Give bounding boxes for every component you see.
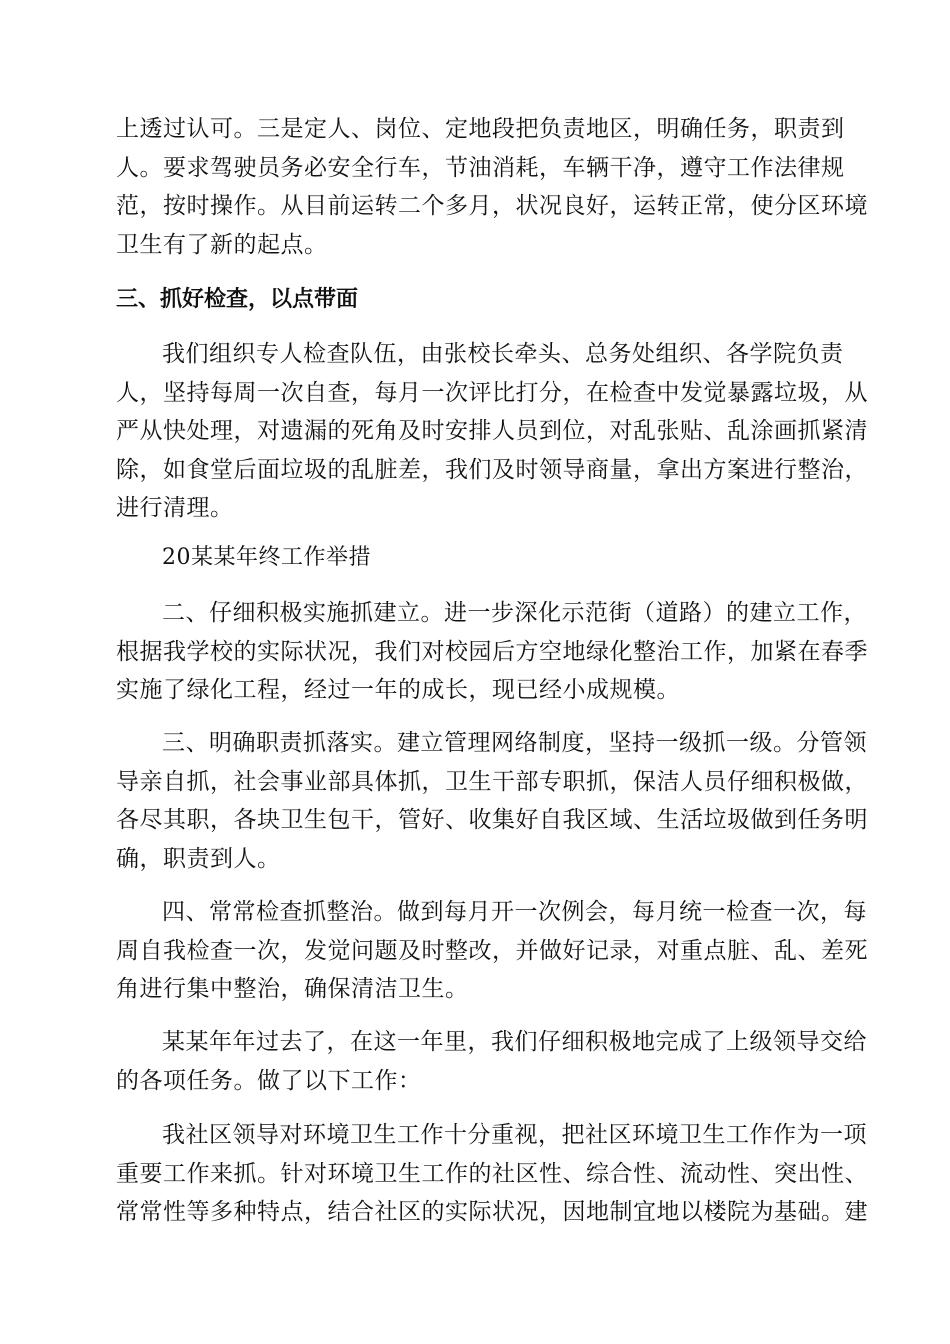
text-line: 导亲自抓，社会事业部具体抓，卫生干部专职抓，保洁人员仔细积极做，: [116, 768, 868, 795]
paragraph-4: [116, 724, 868, 878]
text-line: 我社区领导对环境卫生工作十分重视，把社区环境卫生工作作为一项: [162, 1122, 867, 1148]
text-line: 上透过认可。三是定人、岗位、定地段把负责地区，明确任务，职责到: [116, 116, 845, 142]
paragraph-5: [116, 893, 868, 1009]
text-line: 三、明确职责抓落实。建立管理网络制度，坚持一级抓一级。分管领: [162, 730, 867, 756]
text-line: 某某年年过去了，在这一年里，我们仔细积极地完成了上级领导交给: [162, 1029, 867, 1055]
text-line: 周自我检查一次，发觉问题及时整改，并做好记录，对重点脏、乱、差死: [116, 937, 868, 964]
text-line: 的各项任务。做了以下工作：: [116, 1067, 422, 1094]
text-line: 人，坚持每周一次自查，每月一次评比打分，在检查中发觉暴露垃圾，从: [116, 379, 868, 406]
text-line: 范，按时操作。从目前运转二个多月，状况良好，运转正常，使分区环境: [116, 193, 868, 219]
text-line: 四、常常检查抓整治。做到每月开一次例会，每月统一检查一次，每: [162, 899, 867, 925]
text-line: 实施了绿化工程，经过一年的成长，现已经小成规模。: [116, 677, 680, 703]
text-line: 角进行集中整治，确保清洁卫生。: [116, 976, 469, 1002]
paragraph-2: [116, 335, 868, 528]
text-line: 除，如食堂后面垃圾的乱脏差，我们及时领导商量，拿出方案进行整治，: [116, 456, 868, 483]
text-line: 进行清理。: [116, 495, 234, 521]
paragraph-3: [116, 594, 868, 710]
text-line: 人。要求驾驶员务必安全行车，节油消耗，车辆干净，遵守工作法律规: [116, 154, 845, 181]
text-line: 各尽其职，各块卫生包干，管好、收集好自我区域、生活垃圾做到任务明: [116, 807, 868, 833]
section-heading: 三、抓好检查，以点带面: [116, 287, 359, 312]
text-line: 确，职责到人。: [116, 845, 281, 872]
paragraph-7: [116, 1116, 868, 1232]
text-line: 二、仔细积极实施抓建立。进一步深化示范街（道路）的建立工作，: [162, 600, 867, 626]
text-line: 常常性等多种特点，结合社区的实际状况，因地制宜地以楼院为基础。建: [116, 1199, 868, 1225]
text-line: 严从快处理，对遗漏的死角及时安排人员到位，对乱张贴、乱涂画抓紧清: [116, 418, 868, 444]
text-line: 我们组织专人检查队伍，由张校长牵头、总务处组织、各学院负责: [162, 341, 844, 367]
text-line: 卫生有了新的起点。: [116, 231, 328, 258]
text-line: 重要工作来抓。针对环境卫生工作的社区性、综合性、流动性、突出性、: [116, 1160, 868, 1187]
subtitle: 20某某年终工作举措: [162, 545, 371, 570]
text-line: 根据我学校的实际状况，我们对校园后方空地绿化整治工作，加紧在春季: [116, 638, 868, 665]
paragraph-1: [116, 110, 868, 264]
paragraph-6: [116, 1023, 867, 1100]
